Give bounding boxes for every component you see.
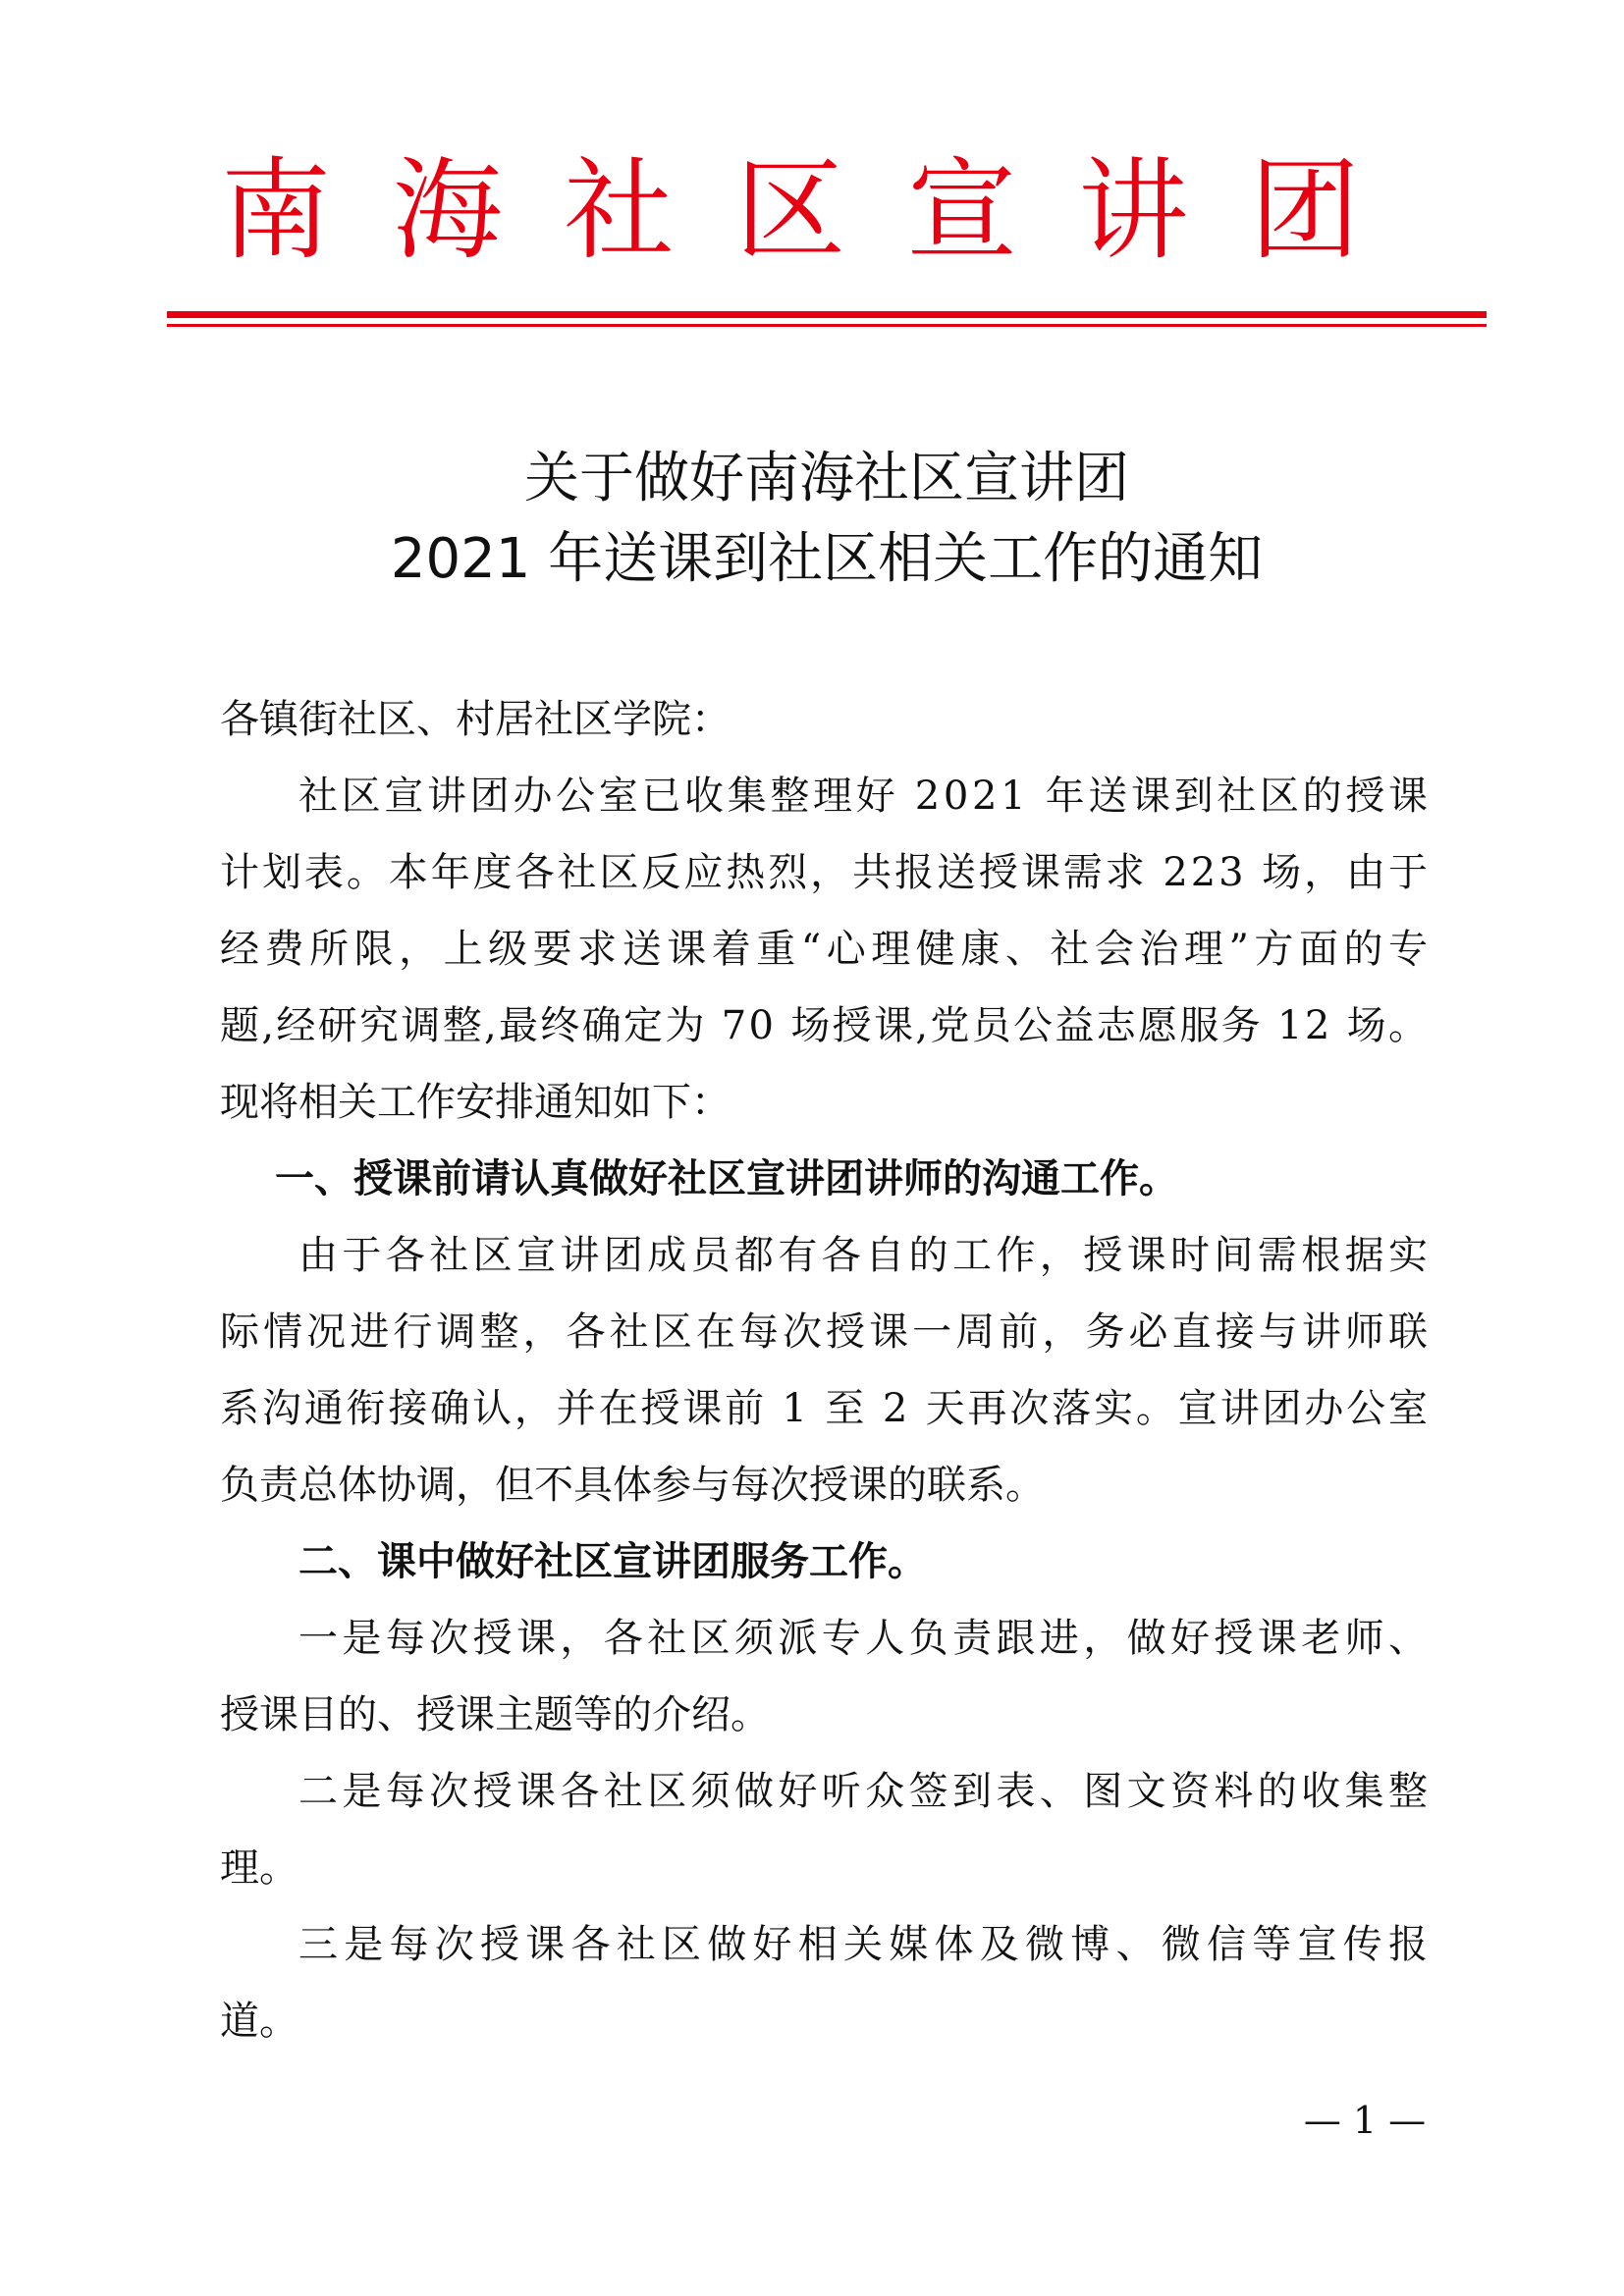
section-1-line: 负责总体协调，但不具体参与每次授课的联系。: [220, 1463, 1045, 1508]
org-letterhead: [221, 137, 1360, 285]
letterhead-char: 团: [1249, 147, 1360, 275]
intro-line: 经费所限，上级要求送课着重“心理健康、社会治理”方面的专: [220, 927, 1434, 972]
letterhead-divider-thin: [167, 324, 1487, 327]
section-2-line: 一是每次授课，各社区须派专人负责跟进，做好授课老师、: [298, 1616, 1433, 1661]
section-2-heading: 二、课中做好社区宣讲团服务工作。: [298, 1538, 927, 1584]
section-1-line: 系沟通衔接确认，并在授课前 1 至 2 天再次落实。宣讲团办公室: [220, 1386, 1431, 1431]
letterhead-char: 宣: [906, 147, 1017, 275]
letterhead-char: 社: [564, 147, 675, 275]
section-2-line: 理。: [220, 1845, 298, 1891]
page-number: — 1 —: [1303, 2099, 1427, 2142]
letterhead-char: 区: [734, 147, 845, 275]
section-1-line: 由于各社区宣讲团成员都有各自的工作，授课时间需根据实: [298, 1233, 1433, 1278]
letterhead-divider-thick: [167, 311, 1487, 318]
intro-line: 计划表。本年度各社区反应热烈，共报送授课需求 223 场，由于: [220, 850, 1431, 895]
document-title-line-2: 2021 年送课到社区相关工作的通知: [390, 527, 1264, 591]
section-1-heading: 一、授课前请认真做好社区宣讲团讲师的沟通工作。: [275, 1155, 1178, 1201]
salutation: 各镇街社区、村居社区学院：: [220, 697, 731, 742]
section-2-line: 授课目的、授课主题等的介绍。: [220, 1692, 770, 1737]
letterhead-char: 南: [221, 147, 331, 275]
section-2-line: 道。: [220, 1999, 298, 2044]
section-1-line: 际情况进行调整，各社区在每次授课一周前，务必直接与讲师联: [220, 1309, 1433, 1355]
intro-line: 题,经研究调整,最终确定为 70 场授课,党员公益志愿服务 12 场。: [220, 1003, 1431, 1048]
section-2-line: 二是每次授课各社区须做好听众签到表、图文资料的收集整: [298, 1769, 1433, 1814]
section-2-line: 三是每次授课各社区做好相关媒体及微博、微信等宣传报: [298, 1922, 1435, 1967]
letterhead-char: 海: [392, 147, 503, 275]
letterhead-char: 讲: [1078, 147, 1189, 275]
intro-line: 社区宣讲团办公室已收集整理好 2021 年送课到社区的授课: [298, 774, 1432, 819]
intro-line: 现将相关工作安排通知如下：: [220, 1080, 731, 1125]
document-title-line-1: 关于做好南海社区宣讲团: [524, 447, 1129, 510]
